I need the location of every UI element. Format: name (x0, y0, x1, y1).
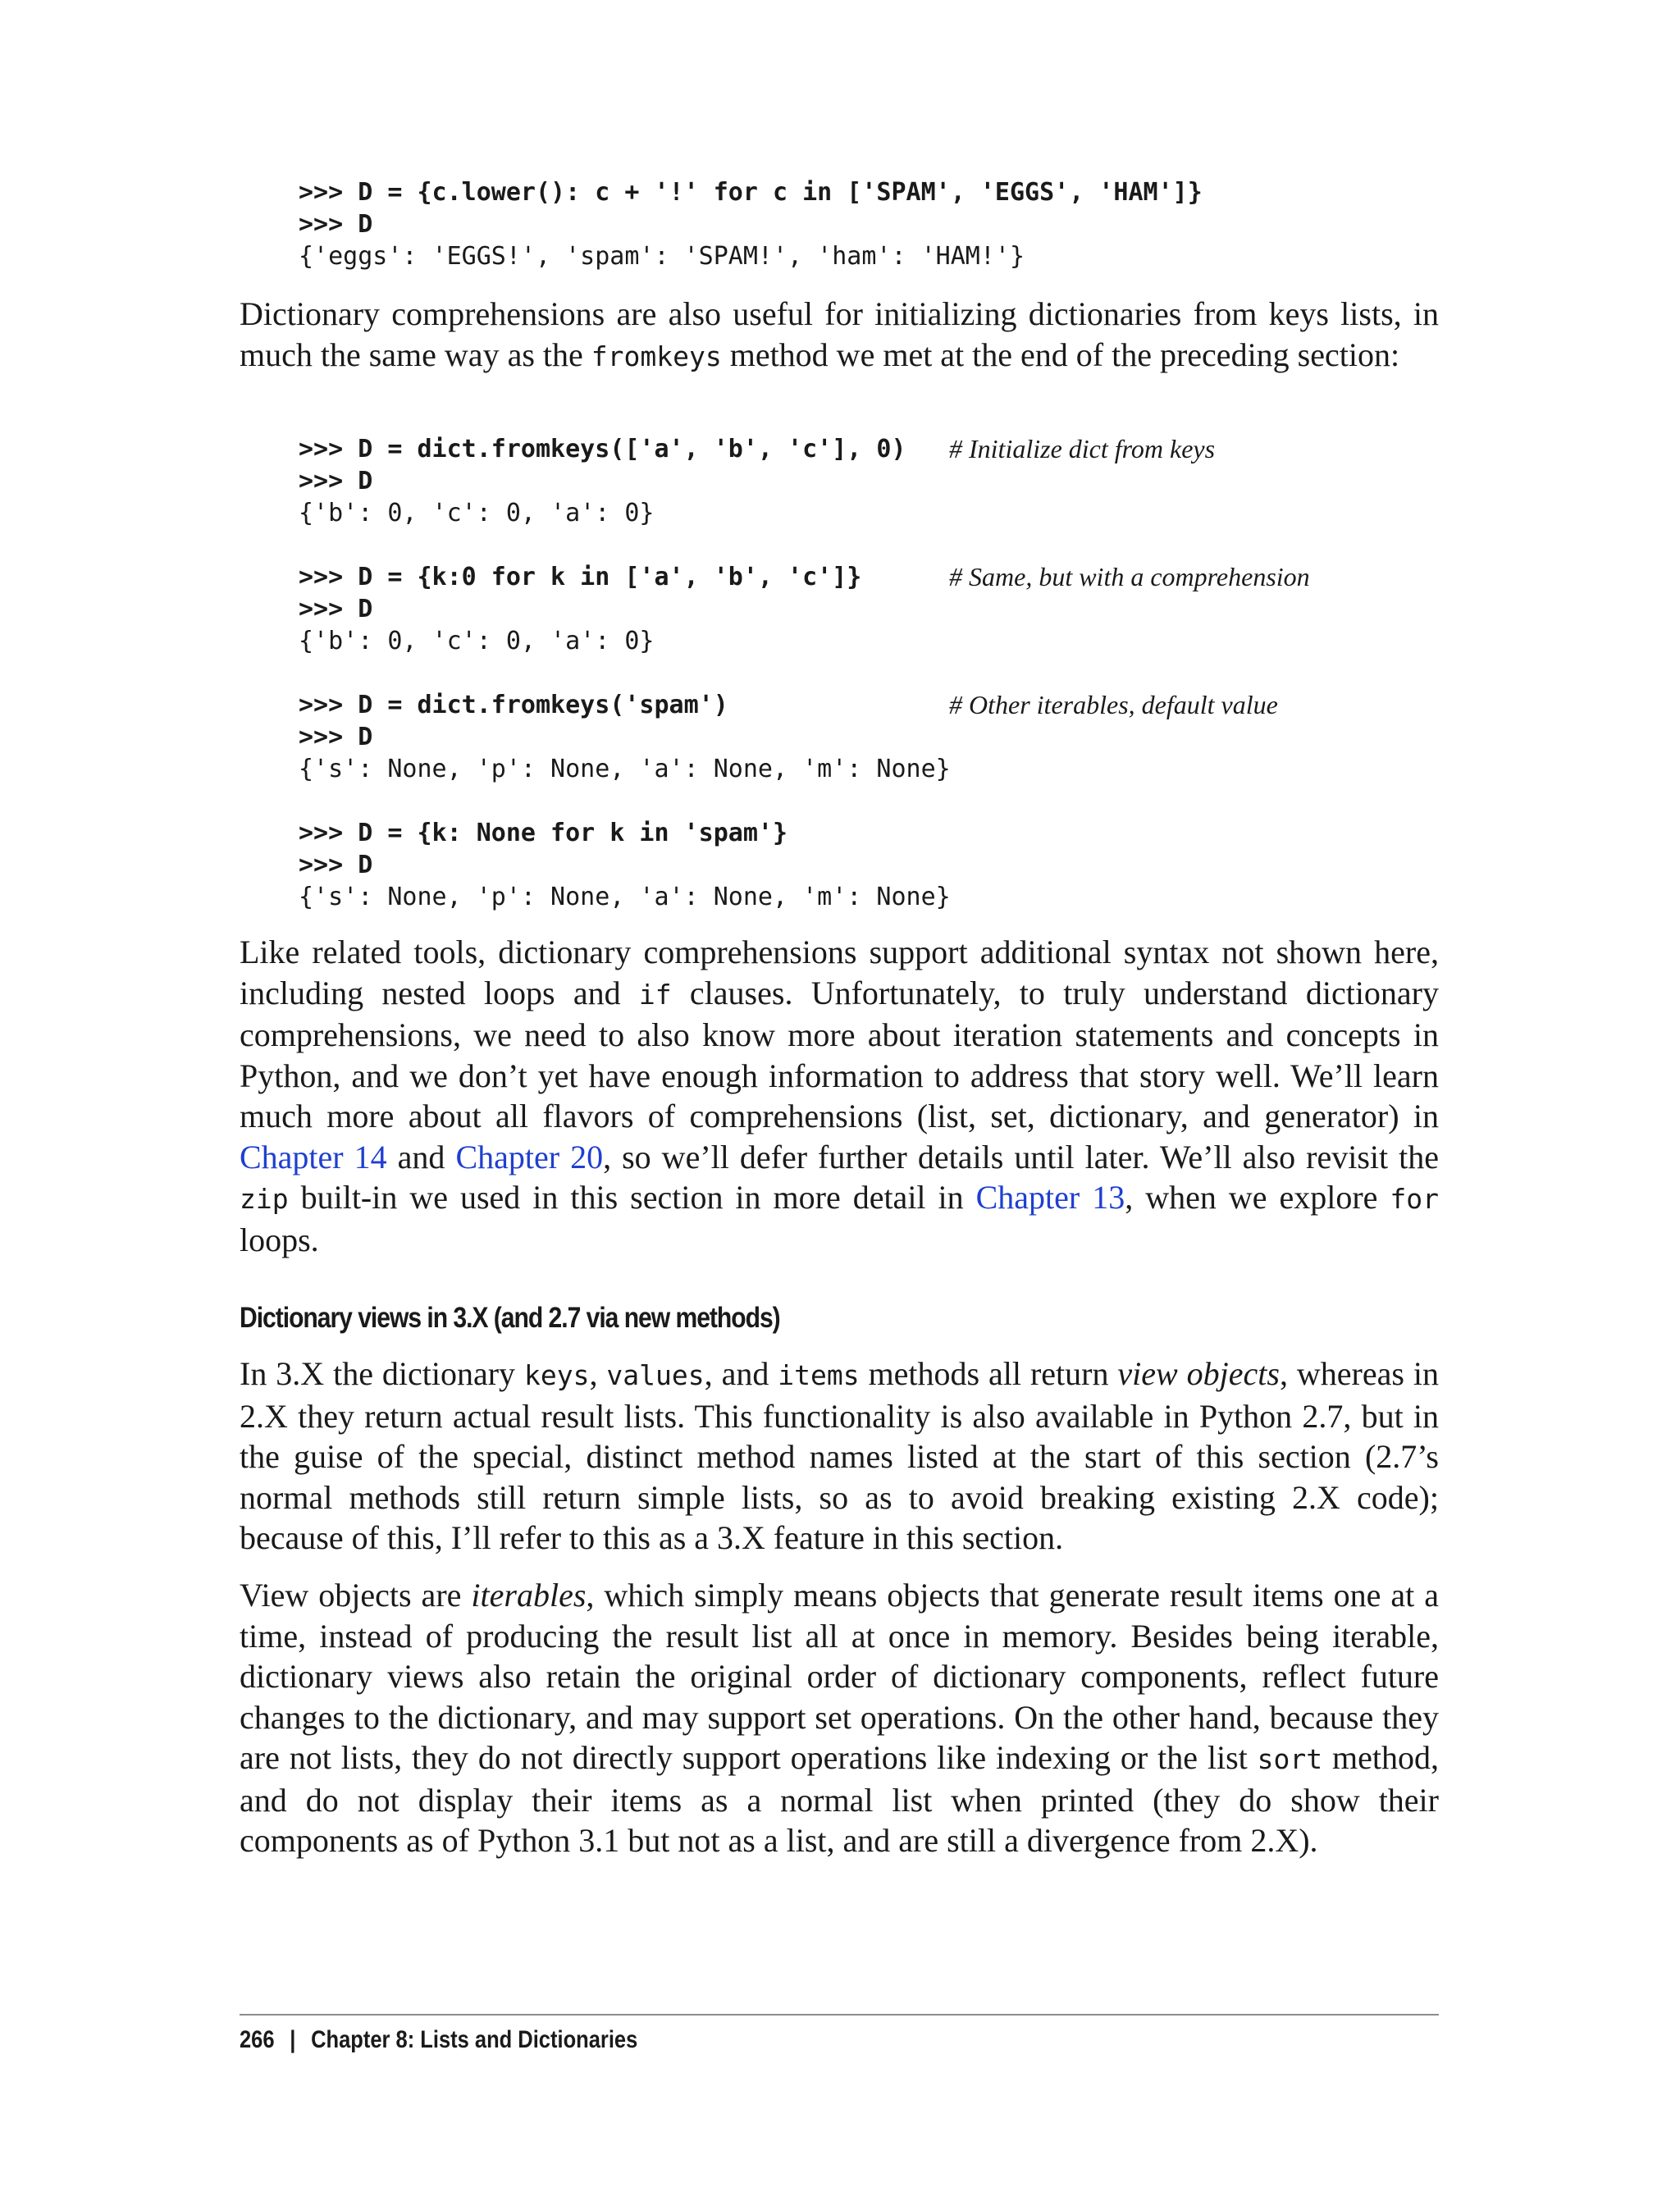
text-run: , (589, 1355, 607, 1392)
code-line (299, 881, 1431, 913)
code-text: {'s': None, 'p': None, 'a': None, 'm': None} (299, 755, 951, 783)
emphasis-view-objects: view objects (1117, 1355, 1280, 1392)
inline-code-items: items (778, 1359, 860, 1391)
text-run: , so we’ll defer further details until later. We’ll also revisit the (603, 1138, 1439, 1176)
text-run: , when we explore (1125, 1179, 1390, 1216)
code-line (299, 561, 1431, 593)
code-text: {'eggs': 'EGGS!', 'spam': 'SPAM!', 'ham': 'HAM!'} (299, 242, 1025, 271)
inline-code-sort: sort (1257, 1743, 1323, 1775)
code-line (299, 529, 1431, 561)
inline-code-zip: zip (240, 1183, 289, 1215)
text-run: methods all return (859, 1355, 1118, 1392)
code-line (299, 433, 1431, 465)
inline-code-keys: keys (524, 1359, 590, 1391)
code-line (299, 593, 1431, 625)
code-comment: # Initialize dict from keys (949, 434, 1216, 463)
code-line (299, 176, 1431, 208)
text-run: clauses. Unfortunately, to truly understand dictionary comprehensions, we need to also know more about iteration statements and concepts in Python, and we don’t yet have enough information to address that story well. We’ll learn much more about all flavors of comprehensions (list, set, dictionary, and generator) in (240, 974, 1440, 1134)
code-line (299, 849, 1431, 881)
code-text: >>> D (299, 467, 373, 495)
code-text: >>> D = {k: None for k in 'spam'} (299, 819, 788, 847)
text-run: built-in we used in this section in more detail in (288, 1179, 976, 1216)
code-block-dict-comprehension (299, 176, 1431, 272)
text-run: and (386, 1138, 456, 1176)
code-line (299, 497, 1431, 529)
code-text: {'s': None, 'p': None, 'a': None, 'm': None} (299, 883, 951, 911)
code-text: >>> D (299, 595, 373, 623)
book-page (240, 0, 1439, 2205)
code-line (299, 785, 1431, 817)
paragraph-related-tools (240, 932, 1439, 1260)
emphasis-iterables: iterables (471, 1577, 587, 1614)
code-line (299, 240, 1431, 272)
page-number: 266 (240, 2026, 275, 2053)
code-block-fromkeys-examples (299, 433, 1431, 913)
text-run: View objects are (240, 1577, 472, 1614)
code-text: >>> D (299, 723, 373, 751)
inline-code-if: if (638, 978, 672, 1011)
footer-separator: | (290, 2026, 296, 2053)
text-run: , and (704, 1355, 778, 1392)
footer-rule (240, 2014, 1439, 2016)
inline-code-values: values (606, 1359, 705, 1391)
code-comment: # Same, but with a comprehension (949, 562, 1310, 591)
code-text: >>> D (299, 851, 373, 879)
code-text: {'b': 0, 'c': 0, 'a': 0} (299, 499, 655, 527)
code-text: >>> D = {c.lower(): c + '!' for c in ['SPAM', 'EGGS', 'HAM']} (299, 178, 1203, 207)
link-chapter-14[interactable]: Chapter 14 (240, 1138, 387, 1176)
text-run: method we met at the end of the preceding section: (721, 336, 1400, 373)
code-line (299, 721, 1431, 753)
text-run: Dictionary comprehensions are also useful for initializing dictionaries from keys lists, in much the same way as the (240, 295, 1439, 373)
inline-code-fromkeys: fromkeys (591, 340, 722, 372)
text-run: loops. (240, 1221, 319, 1258)
paragraph-view-objects-intro (240, 1354, 1439, 1559)
code-line (299, 753, 1431, 785)
link-chapter-13[interactable]: Chapter 13 (975, 1179, 1125, 1216)
code-comment: # Other iterables, default value (949, 690, 1278, 719)
text-run: , whereas in 2.X they return actual result lists. This functionality is also available in Python 2.7, but in the guise of the special, distinct method names listed at the start of this section (2.7’s normal methods still return simple lists, so as to avoid breaking existing 2.X code); because of this, I’ll refer to this as a 3.X feature in this section. (240, 1355, 1439, 1556)
section-heading: Dictionary views in 3.X (and 2.7 via new methods) (240, 1302, 780, 1334)
code-text: {'b': 0, 'c': 0, 'a': 0} (299, 627, 655, 655)
code-line (299, 465, 1431, 497)
inline-code-for: for (1390, 1183, 1439, 1215)
text-run: method, and do not display their items as a normal list when printed (they do show their components as of Python 3.1 but not as a list, and are still a divergence from 2.X). (240, 1739, 1439, 1859)
text-run: In 3.X the dictionary (240, 1355, 524, 1392)
code-line (299, 625, 1431, 657)
code-line (299, 208, 1431, 240)
page-footer (240, 2026, 637, 2054)
text-run: , which simply means objects that generate result items one at a time, instead of producing the result list all at once in memory. Besides being iterable, dictionary views also retain the original order of dictionary components, reflect future changes to the dictionary, and may support set operations. On the other hand, because they are not lists, they do not directly support operations like indexing or the list (240, 1577, 1439, 1776)
code-text: >>> D = {k:0 for k in ['a', 'b', 'c']} (299, 563, 862, 591)
paragraph-view-objects-iterables (240, 1575, 1439, 1861)
text-run: Like related tools, dictionary comprehensions support additional syntax not shown here, including nested loops and (240, 934, 1439, 1011)
footer-chapter-title: Chapter 8: Lists and Dictionaries (311, 2026, 638, 2053)
code-line (299, 817, 1431, 849)
code-line (299, 689, 1431, 721)
code-text: >>> D (299, 210, 373, 239)
code-text: >>> D = dict.fromkeys('spam') (299, 691, 728, 719)
paragraph-fromkeys-intro (240, 294, 1439, 377)
link-chapter-20[interactable]: Chapter 20 (455, 1138, 604, 1176)
code-text: >>> D = dict.fromkeys(['a', 'b', 'c'], 0) (299, 435, 906, 463)
code-line (299, 657, 1431, 689)
